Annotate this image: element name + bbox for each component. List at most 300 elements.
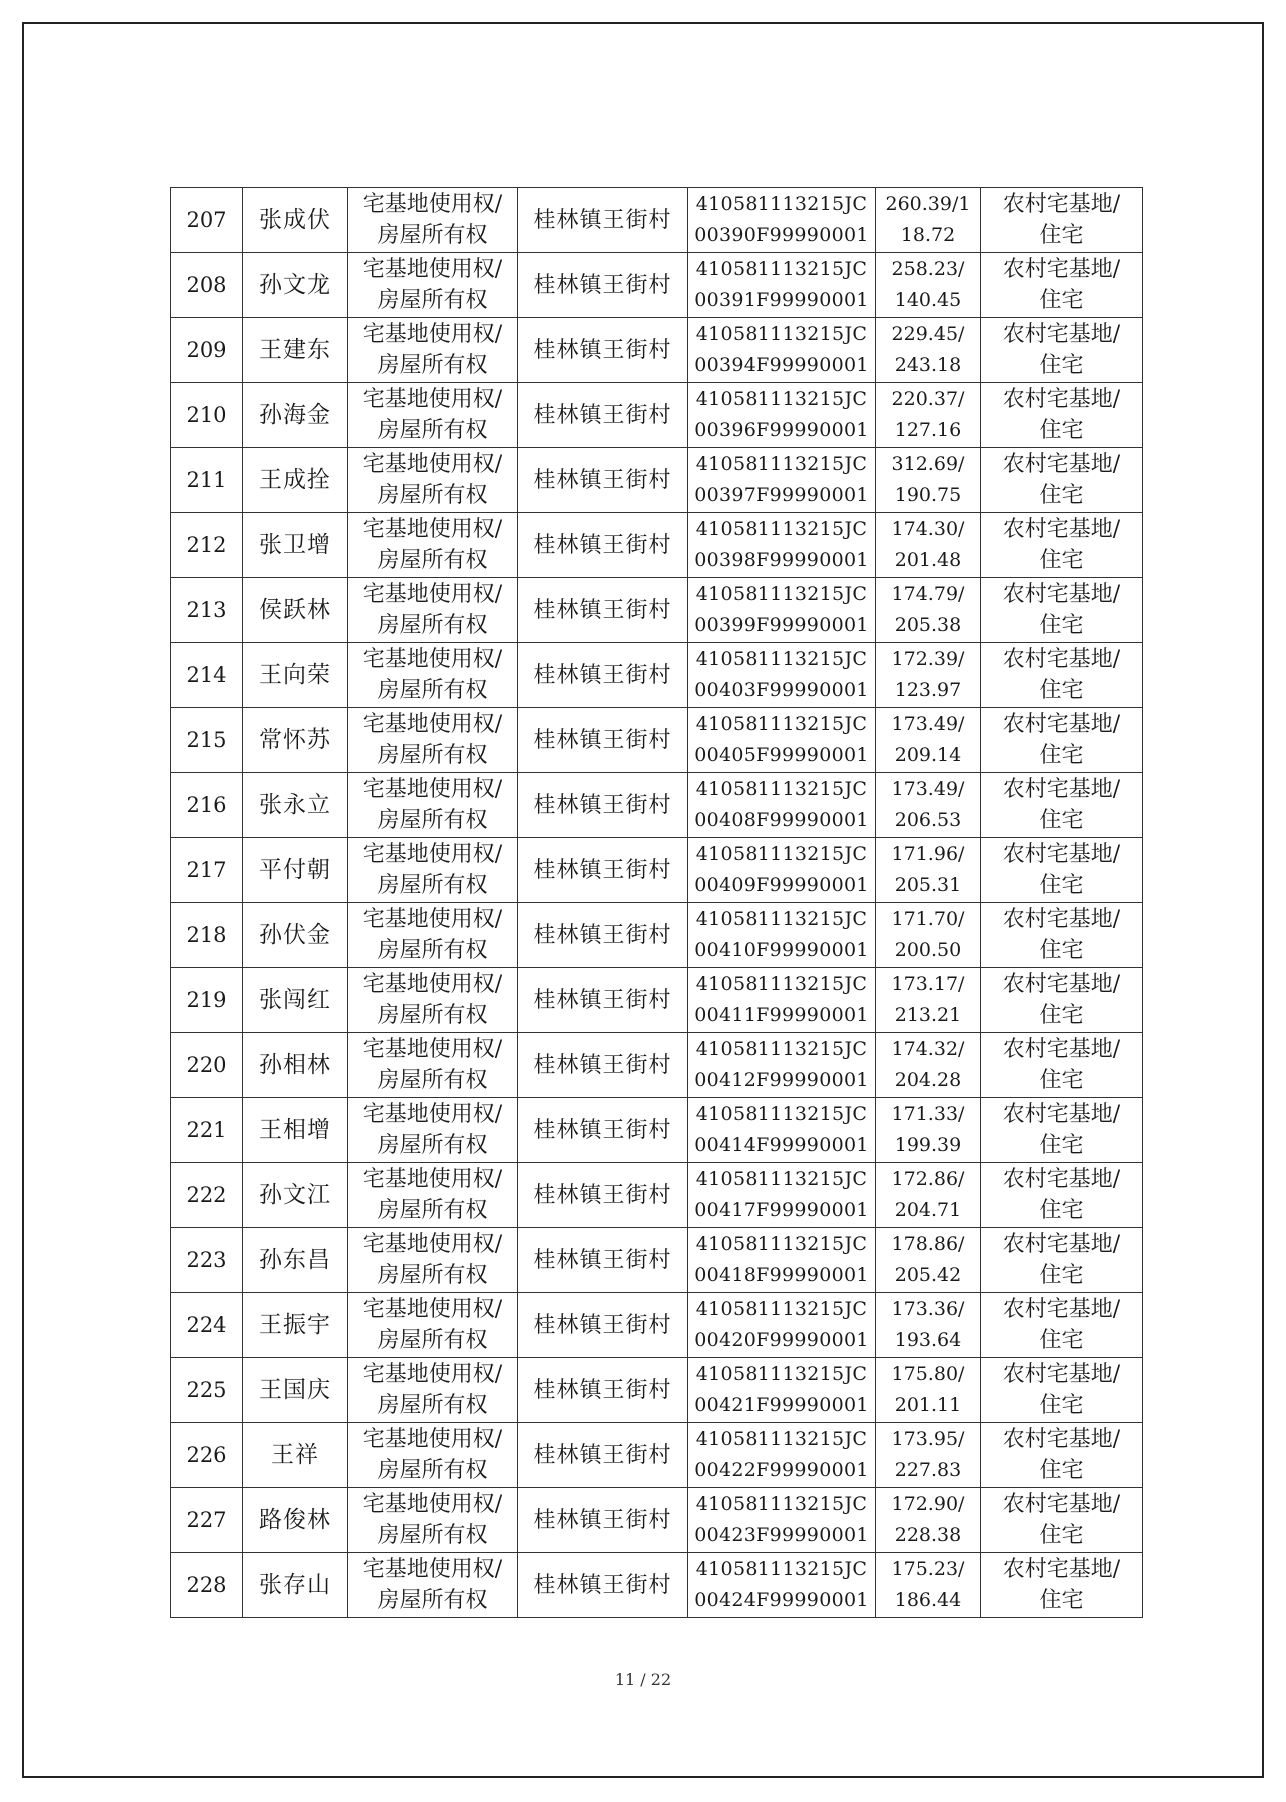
right-type-cell-line: 宅基地使用权/ bbox=[362, 777, 503, 802]
usage-cell bbox=[981, 708, 1143, 773]
right-type-cell-line: 房屋所有权 bbox=[377, 1588, 488, 1613]
area-cell bbox=[876, 773, 981, 838]
row-number-cell: 219 bbox=[171, 968, 243, 1033]
property-code-cell bbox=[688, 1553, 876, 1618]
owner-name-cell: 王振宇 bbox=[243, 1293, 348, 1358]
right-type-cell-line: 房屋所有权 bbox=[377, 1328, 488, 1353]
area-cell-line: 312.69/ bbox=[891, 453, 965, 475]
area-cell bbox=[876, 253, 981, 318]
row-number-cell: 224 bbox=[171, 1293, 243, 1358]
area-cell-line: 193.64 bbox=[894, 1329, 962, 1351]
right-type-cell bbox=[348, 643, 518, 708]
property-code-cell-line: 410581113215JC bbox=[695, 778, 868, 800]
area-cell bbox=[876, 513, 981, 578]
location-cell: 桂林镇王街村 bbox=[518, 838, 688, 903]
property-code-cell-line: 00420F99990001 bbox=[694, 1329, 869, 1351]
right-type-cell-line: 房屋所有权 bbox=[377, 1198, 488, 1223]
table-row bbox=[171, 1228, 1143, 1293]
area-cell-line: 190.75 bbox=[894, 484, 962, 506]
right-type-cell bbox=[348, 1033, 518, 1098]
table-row bbox=[171, 383, 1143, 448]
right-type-cell-line: 房屋所有权 bbox=[377, 548, 488, 573]
usage-cell-line: 农村宅基地/ bbox=[1002, 1362, 1121, 1387]
row-number-cell: 216 bbox=[171, 773, 243, 838]
property-code-cell-line: 00417F99990001 bbox=[694, 1199, 869, 1221]
area-cell bbox=[876, 1228, 981, 1293]
row-number-cell: 211 bbox=[171, 448, 243, 513]
usage-cell-line: 住宅 bbox=[1039, 288, 1084, 313]
usage-cell-line: 农村宅基地/ bbox=[1002, 257, 1121, 282]
location-cell: 桂林镇王街村 bbox=[518, 1228, 688, 1293]
property-code-cell-line: 410581113215JC bbox=[695, 453, 868, 475]
right-type-cell bbox=[348, 1163, 518, 1228]
area-cell bbox=[876, 903, 981, 968]
property-code-cell-line: 410581113215JC bbox=[695, 648, 868, 670]
right-type-cell-line: 房屋所有权 bbox=[377, 1458, 488, 1483]
owner-name-cell: 王国庆 bbox=[243, 1358, 348, 1423]
usage-cell-line: 住宅 bbox=[1039, 1393, 1084, 1418]
right-type-cell-line: 宅基地使用权/ bbox=[362, 1492, 503, 1517]
row-number-cell: 226 bbox=[171, 1423, 243, 1488]
location-cell: 桂林镇王街村 bbox=[518, 188, 688, 253]
property-code-cell-line: 00408F99990001 bbox=[694, 809, 869, 831]
usage-cell-line: 住宅 bbox=[1039, 613, 1084, 638]
table-row bbox=[171, 708, 1143, 773]
property-code-cell-line: 410581113215JC bbox=[695, 1233, 868, 1255]
property-code-cell-line: 410581113215JC bbox=[695, 1363, 868, 1385]
area-cell-line: 201.48 bbox=[894, 549, 962, 571]
area-cell bbox=[876, 1033, 981, 1098]
right-type-cell-line: 宅基地使用权/ bbox=[362, 647, 503, 672]
table-row bbox=[171, 318, 1143, 383]
usage-cell-line: 住宅 bbox=[1039, 873, 1084, 898]
usage-cell-line: 农村宅基地/ bbox=[1002, 647, 1121, 672]
usage-cell-line: 农村宅基地/ bbox=[1002, 517, 1121, 542]
table-row bbox=[171, 513, 1143, 578]
usage-cell-line: 住宅 bbox=[1039, 938, 1084, 963]
owner-name-cell: 孙相林 bbox=[243, 1033, 348, 1098]
owner-name-cell: 张闯红 bbox=[243, 968, 348, 1033]
usage-cell-line: 住宅 bbox=[1039, 678, 1084, 703]
right-type-cell-line: 宅基地使用权/ bbox=[362, 1232, 503, 1257]
row-number-cell: 213 bbox=[171, 578, 243, 643]
property-code-cell bbox=[688, 253, 876, 318]
property-code-cell-line: 00403F99990001 bbox=[694, 679, 869, 701]
owner-name-cell: 王祥 bbox=[243, 1423, 348, 1488]
location-cell: 桂林镇王街村 bbox=[518, 318, 688, 383]
right-type-cell bbox=[348, 578, 518, 643]
usage-cell-line: 农村宅基地/ bbox=[1002, 452, 1121, 477]
owner-name-cell: 孙东昌 bbox=[243, 1228, 348, 1293]
right-type-cell-line: 房屋所有权 bbox=[377, 418, 488, 443]
right-type-cell-line: 宅基地使用权/ bbox=[362, 712, 503, 737]
table-row bbox=[171, 838, 1143, 903]
property-code-cell-line: 00391F99990001 bbox=[694, 289, 869, 311]
right-type-cell-line: 房屋所有权 bbox=[377, 613, 488, 638]
usage-cell-line: 农村宅基地/ bbox=[1002, 972, 1121, 997]
area-cell-line: 174.32/ bbox=[891, 1038, 965, 1060]
property-code-cell-line: 410581113215JC bbox=[695, 518, 868, 540]
area-cell-line: 173.49/ bbox=[891, 713, 965, 735]
area-cell-line: 205.42 bbox=[894, 1264, 962, 1286]
usage-cell-line: 住宅 bbox=[1039, 418, 1084, 443]
area-cell-line: 173.36/ bbox=[891, 1298, 965, 1320]
right-type-cell-line: 房屋所有权 bbox=[377, 938, 488, 963]
usage-cell-line: 住宅 bbox=[1039, 808, 1084, 833]
usage-cell bbox=[981, 643, 1143, 708]
property-code-cell-line: 00405F99990001 bbox=[694, 744, 869, 766]
area-cell bbox=[876, 1098, 981, 1163]
right-type-cell-line: 房屋所有权 bbox=[377, 873, 488, 898]
usage-cell-line: 住宅 bbox=[1039, 1198, 1084, 1223]
right-type-cell bbox=[348, 1228, 518, 1293]
row-number-cell: 225 bbox=[171, 1358, 243, 1423]
location-cell: 桂林镇王街村 bbox=[518, 1163, 688, 1228]
property-code-cell-line: 410581113215JC bbox=[695, 258, 868, 280]
property-code-cell-line: 410581113215JC bbox=[695, 1038, 868, 1060]
row-number-cell: 214 bbox=[171, 643, 243, 708]
usage-cell-line: 农村宅基地/ bbox=[1002, 1297, 1121, 1322]
area-cell bbox=[876, 643, 981, 708]
area-cell-line: 205.38 bbox=[894, 614, 962, 636]
table-row bbox=[171, 1488, 1143, 1553]
usage-cell-line: 农村宅基地/ bbox=[1002, 1427, 1121, 1452]
location-cell: 桂林镇王街村 bbox=[518, 773, 688, 838]
owner-name-cell: 王向荣 bbox=[243, 643, 348, 708]
area-cell-line: 172.86/ bbox=[891, 1168, 965, 1190]
usage-cell bbox=[981, 1553, 1143, 1618]
table-row bbox=[171, 1033, 1143, 1098]
property-code-cell-line: 00412F99990001 bbox=[694, 1069, 869, 1091]
area-cell-line: 173.95/ bbox=[891, 1428, 965, 1450]
usage-cell-line: 农村宅基地/ bbox=[1002, 712, 1121, 737]
area-cell-line: 174.79/ bbox=[891, 583, 965, 605]
right-type-cell-line: 房屋所有权 bbox=[377, 483, 488, 508]
table-row bbox=[171, 448, 1143, 513]
area-cell bbox=[876, 838, 981, 903]
right-type-cell-line: 宅基地使用权/ bbox=[362, 842, 503, 867]
usage-cell bbox=[981, 968, 1143, 1033]
owner-name-cell: 王建东 bbox=[243, 318, 348, 383]
area-cell-line: 200.50 bbox=[894, 939, 962, 961]
area-cell-line: 229.45/ bbox=[891, 323, 965, 345]
location-cell: 桂林镇王街村 bbox=[518, 513, 688, 578]
right-type-cell-line: 宅基地使用权/ bbox=[362, 907, 503, 932]
usage-cell bbox=[981, 1098, 1143, 1163]
owner-name-cell: 孙伏金 bbox=[243, 903, 348, 968]
usage-cell-line: 住宅 bbox=[1039, 223, 1084, 248]
owner-name-cell: 孙海金 bbox=[243, 383, 348, 448]
right-type-cell-line: 宅基地使用权/ bbox=[362, 517, 503, 542]
area-cell-line: 199.39 bbox=[894, 1134, 962, 1156]
property-code-cell-line: 00424F99990001 bbox=[694, 1589, 869, 1611]
right-type-cell bbox=[348, 318, 518, 383]
property-code-cell-line: 00397F99990001 bbox=[694, 484, 869, 506]
table-row bbox=[171, 773, 1143, 838]
usage-cell-line: 农村宅基地/ bbox=[1002, 1232, 1121, 1257]
usage-cell-line: 住宅 bbox=[1039, 1328, 1084, 1353]
usage-cell-line: 住宅 bbox=[1039, 353, 1084, 378]
right-type-cell bbox=[348, 513, 518, 578]
area-cell-line: 220.37/ bbox=[891, 388, 965, 410]
table-row bbox=[171, 253, 1143, 318]
table-row bbox=[171, 1098, 1143, 1163]
area-cell bbox=[876, 1358, 981, 1423]
property-code-cell bbox=[688, 1098, 876, 1163]
owner-name-cell: 孙文龙 bbox=[243, 253, 348, 318]
location-cell: 桂林镇王街村 bbox=[518, 968, 688, 1033]
usage-cell-line: 农村宅基地/ bbox=[1002, 1102, 1121, 1127]
row-number-cell: 209 bbox=[171, 318, 243, 383]
usage-cell-line: 农村宅基地/ bbox=[1002, 907, 1121, 932]
property-code-cell bbox=[688, 1033, 876, 1098]
property-code-cell-line: 410581113215JC bbox=[695, 323, 868, 345]
right-type-cell-line: 房屋所有权 bbox=[377, 1003, 488, 1028]
location-cell: 桂林镇王街村 bbox=[518, 383, 688, 448]
table-row bbox=[171, 968, 1143, 1033]
usage-cell-line: 农村宅基地/ bbox=[1002, 1167, 1121, 1192]
right-type-cell-line: 房屋所有权 bbox=[377, 678, 488, 703]
area-cell-line: 172.90/ bbox=[891, 1493, 965, 1515]
property-code-cell-line: 410581113215JC bbox=[695, 388, 868, 410]
area-cell-line: 174.30/ bbox=[891, 518, 965, 540]
area-cell-line: 206.53 bbox=[894, 809, 962, 831]
area-cell-line: 173.17/ bbox=[891, 973, 965, 995]
right-type-cell bbox=[348, 188, 518, 253]
right-type-cell-line: 宅基地使用权/ bbox=[362, 972, 503, 997]
records-table-body bbox=[171, 188, 1143, 1618]
usage-cell bbox=[981, 838, 1143, 903]
property-code-cell bbox=[688, 1163, 876, 1228]
property-code-cell-line: 00411F99990001 bbox=[694, 1004, 869, 1026]
area-cell bbox=[876, 968, 981, 1033]
area-cell-line: 201.11 bbox=[894, 1394, 962, 1416]
records-table bbox=[170, 187, 1143, 1618]
area-cell-line: 171.70/ bbox=[891, 908, 965, 930]
location-cell: 桂林镇王街村 bbox=[518, 1293, 688, 1358]
right-type-cell bbox=[348, 448, 518, 513]
usage-cell-line: 住宅 bbox=[1039, 483, 1084, 508]
property-code-cell bbox=[688, 1228, 876, 1293]
area-cell-line: 140.45 bbox=[894, 289, 962, 311]
property-code-cell-line: 00396F99990001 bbox=[694, 419, 869, 441]
owner-name-cell: 孙文江 bbox=[243, 1163, 348, 1228]
usage-cell-line: 住宅 bbox=[1039, 548, 1084, 573]
table-row bbox=[171, 578, 1143, 643]
property-code-cell bbox=[688, 968, 876, 1033]
property-code-cell bbox=[688, 1293, 876, 1358]
property-code-cell bbox=[688, 513, 876, 578]
right-type-cell bbox=[348, 708, 518, 773]
right-type-cell bbox=[348, 1423, 518, 1488]
area-cell-line: 186.44 bbox=[894, 1589, 962, 1611]
table-row bbox=[171, 1423, 1143, 1488]
row-number-cell: 217 bbox=[171, 838, 243, 903]
usage-cell bbox=[981, 578, 1143, 643]
owner-name-cell: 路俊林 bbox=[243, 1488, 348, 1553]
area-cell bbox=[876, 188, 981, 253]
location-cell: 桂林镇王街村 bbox=[518, 448, 688, 513]
location-cell: 桂林镇王街村 bbox=[518, 253, 688, 318]
property-code-cell-line: 00422F99990001 bbox=[694, 1459, 869, 1481]
location-cell: 桂林镇王街村 bbox=[518, 708, 688, 773]
usage-cell-line: 住宅 bbox=[1039, 1523, 1084, 1548]
location-cell: 桂林镇王街村 bbox=[518, 1358, 688, 1423]
property-code-cell bbox=[688, 708, 876, 773]
usage-cell bbox=[981, 773, 1143, 838]
usage-cell-line: 农村宅基地/ bbox=[1002, 1037, 1121, 1062]
table-row bbox=[171, 1358, 1143, 1423]
property-code-cell bbox=[688, 1488, 876, 1553]
right-type-cell bbox=[348, 1098, 518, 1163]
table-row bbox=[171, 188, 1143, 253]
property-code-cell bbox=[688, 448, 876, 513]
usage-cell-line: 住宅 bbox=[1039, 1003, 1084, 1028]
property-code-cell-line: 410581113215JC bbox=[695, 1428, 868, 1450]
table-row bbox=[171, 1163, 1143, 1228]
property-code-cell bbox=[688, 383, 876, 448]
usage-cell-line: 住宅 bbox=[1039, 1133, 1084, 1158]
area-cell-line: 175.80/ bbox=[891, 1363, 965, 1385]
right-type-cell-line: 宅基地使用权/ bbox=[362, 1102, 503, 1127]
usage-cell bbox=[981, 1033, 1143, 1098]
usage-cell-line: 农村宅基地/ bbox=[1002, 777, 1121, 802]
property-code-cell-line: 00394F99990001 bbox=[694, 354, 869, 376]
usage-cell-line: 住宅 bbox=[1039, 743, 1084, 768]
usage-cell bbox=[981, 1293, 1143, 1358]
location-cell: 桂林镇王街村 bbox=[518, 643, 688, 708]
owner-name-cell: 张存山 bbox=[243, 1553, 348, 1618]
owner-name-cell: 侯跃林 bbox=[243, 578, 348, 643]
area-cell bbox=[876, 578, 981, 643]
property-code-cell-line: 410581113215JC bbox=[695, 1493, 868, 1515]
usage-cell-line: 农村宅基地/ bbox=[1002, 1492, 1121, 1517]
row-number-cell: 220 bbox=[171, 1033, 243, 1098]
right-type-cell bbox=[348, 1358, 518, 1423]
right-type-cell-line: 宅基地使用权/ bbox=[362, 387, 503, 412]
row-number-cell: 215 bbox=[171, 708, 243, 773]
area-cell-line: 205.31 bbox=[894, 874, 962, 896]
right-type-cell-line: 房屋所有权 bbox=[377, 1523, 488, 1548]
area-cell-line: 171.33/ bbox=[891, 1103, 965, 1125]
row-number-cell: 212 bbox=[171, 513, 243, 578]
usage-cell bbox=[981, 383, 1143, 448]
area-cell-line: 123.97 bbox=[894, 679, 962, 701]
usage-cell-line: 农村宅基地/ bbox=[1002, 582, 1121, 607]
property-code-cell-line: 410581113215JC bbox=[695, 843, 868, 865]
area-cell bbox=[876, 1423, 981, 1488]
usage-cell-line: 农村宅基地/ bbox=[1002, 322, 1121, 347]
right-type-cell-line: 房屋所有权 bbox=[377, 1133, 488, 1158]
usage-cell bbox=[981, 188, 1143, 253]
area-cell-line: 243.18 bbox=[894, 354, 962, 376]
area-cell-line: 178.86/ bbox=[891, 1233, 965, 1255]
property-code-cell-line: 00421F99990001 bbox=[694, 1394, 869, 1416]
row-number-cell: 222 bbox=[171, 1163, 243, 1228]
usage-cell-line: 住宅 bbox=[1039, 1458, 1084, 1483]
location-cell: 桂林镇王街村 bbox=[518, 1553, 688, 1618]
row-number-cell: 208 bbox=[171, 253, 243, 318]
property-code-cell bbox=[688, 773, 876, 838]
right-type-cell bbox=[348, 383, 518, 448]
location-cell: 桂林镇王街村 bbox=[518, 1098, 688, 1163]
right-type-cell bbox=[348, 903, 518, 968]
area-cell-line: 204.71 bbox=[894, 1199, 962, 1221]
property-code-cell bbox=[688, 643, 876, 708]
area-cell bbox=[876, 383, 981, 448]
area-cell bbox=[876, 1293, 981, 1358]
right-type-cell-line: 房屋所有权 bbox=[377, 353, 488, 378]
usage-cell-line: 农村宅基地/ bbox=[1002, 842, 1121, 867]
usage-cell bbox=[981, 1163, 1143, 1228]
right-type-cell-line: 房屋所有权 bbox=[377, 288, 488, 313]
property-code-cell bbox=[688, 318, 876, 383]
usage-cell bbox=[981, 253, 1143, 318]
property-code-cell bbox=[688, 188, 876, 253]
area-cell-line: 173.49/ bbox=[891, 778, 965, 800]
area-cell-line: 213.21 bbox=[894, 1004, 962, 1026]
row-number-cell: 221 bbox=[171, 1098, 243, 1163]
usage-cell bbox=[981, 1423, 1143, 1488]
right-type-cell bbox=[348, 1553, 518, 1618]
right-type-cell-line: 宅基地使用权/ bbox=[362, 257, 503, 282]
property-code-cell-line: 410581113215JC bbox=[695, 583, 868, 605]
property-code-cell-line: 00398F99990001 bbox=[694, 549, 869, 571]
records-table-container bbox=[170, 187, 1142, 1618]
usage-cell-line: 农村宅基地/ bbox=[1002, 387, 1121, 412]
area-cell bbox=[876, 318, 981, 383]
property-code-cell-line: 410581113215JC bbox=[695, 193, 868, 215]
property-code-cell-line: 410581113215JC bbox=[695, 1103, 868, 1125]
property-code-cell bbox=[688, 1358, 876, 1423]
right-type-cell-line: 宅基地使用权/ bbox=[362, 1037, 503, 1062]
property-code-cell-line: 00410F99990001 bbox=[694, 939, 869, 961]
area-cell-line: 18.72 bbox=[900, 224, 956, 246]
table-row bbox=[171, 1293, 1143, 1358]
property-code-cell-line: 00390F99990001 bbox=[694, 224, 869, 246]
property-code-cell-line: 410581113215JC bbox=[695, 1298, 868, 1320]
row-number-cell: 227 bbox=[171, 1488, 243, 1553]
usage-cell-line: 农村宅基地/ bbox=[1002, 1557, 1121, 1582]
area-cell bbox=[876, 708, 981, 773]
right-type-cell-line: 宅基地使用权/ bbox=[362, 1362, 503, 1387]
owner-name-cell: 王相增 bbox=[243, 1098, 348, 1163]
area-cell-line: 127.16 bbox=[894, 419, 962, 441]
property-code-cell-line: 00414F99990001 bbox=[694, 1134, 869, 1156]
right-type-cell-line: 宅基地使用权/ bbox=[362, 1427, 503, 1452]
area-cell-line: 227.83 bbox=[894, 1459, 962, 1481]
area-cell-line: 260.39/1 bbox=[885, 193, 971, 215]
right-type-cell-line: 房屋所有权 bbox=[377, 1393, 488, 1418]
location-cell: 桂林镇王街村 bbox=[518, 1423, 688, 1488]
owner-name-cell: 平付朝 bbox=[243, 838, 348, 903]
area-cell-line: 171.96/ bbox=[891, 843, 965, 865]
usage-cell bbox=[981, 448, 1143, 513]
area-cell bbox=[876, 1163, 981, 1228]
usage-cell bbox=[981, 1488, 1143, 1553]
property-code-cell-line: 410581113215JC bbox=[695, 908, 868, 930]
area-cell-line: 228.38 bbox=[894, 1524, 962, 1546]
location-cell: 桂林镇王街村 bbox=[518, 578, 688, 643]
usage-cell-line: 农村宅基地/ bbox=[1002, 192, 1121, 217]
right-type-cell-line: 房屋所有权 bbox=[377, 743, 488, 768]
right-type-cell-line: 房屋所有权 bbox=[377, 1263, 488, 1288]
property-code-cell-line: 410581113215JC bbox=[695, 1168, 868, 1190]
table-row bbox=[171, 1553, 1143, 1618]
property-code-cell-line: 410581113215JC bbox=[695, 1558, 868, 1580]
table-row bbox=[171, 903, 1143, 968]
property-code-cell-line: 410581113215JC bbox=[695, 713, 868, 735]
